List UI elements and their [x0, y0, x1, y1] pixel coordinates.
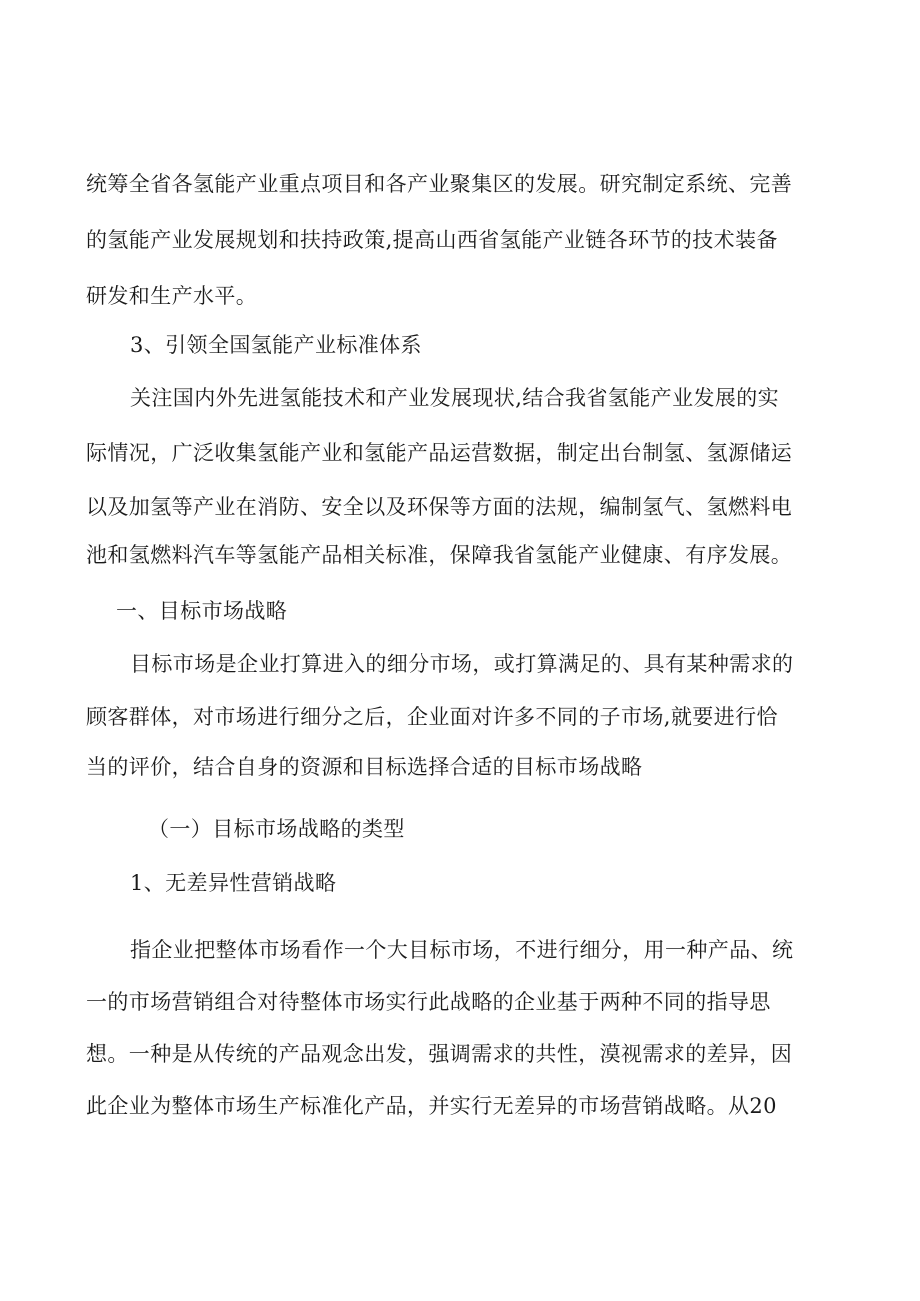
paragraph-line: 统筹全省各氢能产业重点项目和各产业聚集区的发展。研究制定系统、完善 [86, 172, 793, 196]
paragraph-line: 的氢能产业发展规划和扶持政策,提高山西省氢能产业链各环节的技术装备 [86, 228, 778, 252]
paragraph-line: 以及加氢等产业在消防、安全以及环保等方面的法规，编制氢气、氢燃料电 [86, 495, 793, 519]
paragraph-line: 池和氢燃料汽车等氢能产品相关标准，保障我省氢能产业健康、有序发展。 [86, 543, 793, 567]
paragraph-line: 此企业为整体市场生产标准化产品，并实行无差异的市场营销战略。从20 [86, 1094, 777, 1118]
section-heading: 3、引领全国氢能产业标准体系 [130, 333, 422, 357]
paragraph-line: 目标市场是企业打算进入的细分市场，或打算满足的、具有某种需求的 [130, 652, 794, 676]
paragraph-line: 指企业把整体市场看作一个大目标市场，不进行细分，用一种产品、统 [130, 938, 794, 962]
paragraph-line: 一的市场营销组合对待整体市场实行此战略的企业基于两种不同的指导思 [86, 990, 771, 1014]
paragraph-line: 关注国内外先进氢能技术和产业发展现状,结合我省氢能产业发展的实 [130, 386, 780, 410]
paragraph-line: 际情况，广泛收集氢能产业和氢能产品运营数据，制定出台制氢、氢源储运 [86, 441, 793, 465]
section-heading: 一、目标市场战略 [116, 599, 288, 623]
paragraph-line: 想。一种是从传统的产品观念出发，强调需求的共性，漠视需求的差异，因 [86, 1042, 793, 1066]
paragraph-line: 当的评价，结合自身的资源和目标选择合适的目标市场战略 [86, 755, 643, 779]
item-heading: 1、无差异性营销战略 [130, 871, 337, 895]
paragraph-line: 研发和生产水平。 [86, 284, 258, 308]
paragraph-line: 顾客群体，对市场进行细分之后，企业面对许多不同的子市场,就要进行恰 [86, 705, 778, 729]
subsection-heading: （一）目标市场战略的类型 [148, 817, 405, 841]
